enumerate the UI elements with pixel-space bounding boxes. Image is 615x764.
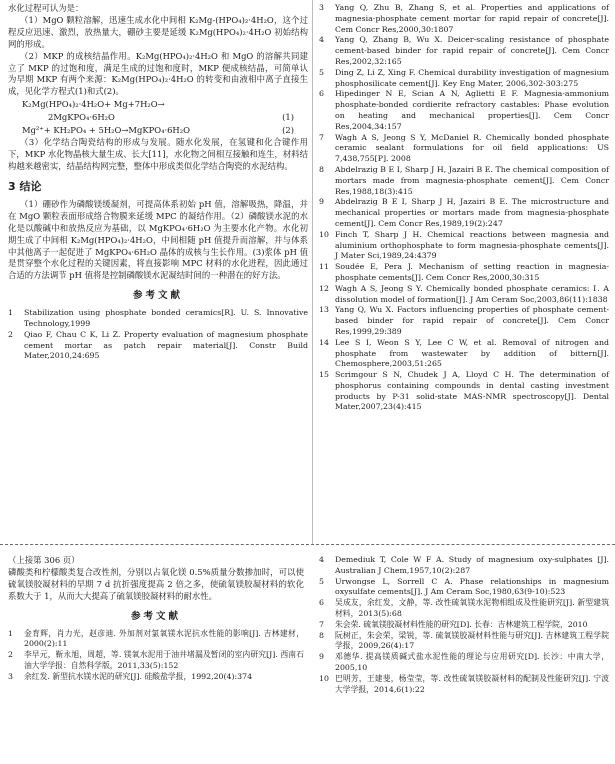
reference-list-2-continued [319, 555, 609, 695]
reference-item: 8 阮树正，朱会荣，梁锐，等. 硫氧镁胶凝材料性能与研究[J]. 吉林建筑工程学院学报，2009,26(4):17 [319, 630, 609, 651]
references-title: 参考文献 [132, 290, 183, 302]
left-bottom-column [8, 555, 304, 683]
section-title: 3 结论 [8, 179, 42, 193]
reference-item: 9 邓德华. 提高镁质碱式盐水泥性能的理论与应用研究[D]. 长沙：中南大学，2005,10 [319, 652, 609, 672]
reference-list [8, 308, 308, 362]
reference-item: 2 李早元，靳永旭，周超，等. 镁氧水泥用于油井堵漏及暂闭的室内研究[J]. 西南石油大学学报：自然科学版，2011,33(5):152 [8, 650, 304, 670]
column-divider [312, 0, 313, 544]
reference-item: 7 朱会荣. 硫氧镁胶凝材料性能的研究[D]. 长春：吉林建筑工程学院，2010 [319, 619, 588, 629]
paragraph-3: （3）化学结合陶瓷结构的形成与发展。随水化发展，在氢键和化合键作用下，MKP 水化物晶核大量生成、长大[11]，水化物之间相互接触和连生，材料结构越来越密实，结晶结构网完整，整体中形成类似化学结合陶瓷的水泥结构。 [8, 137, 308, 172]
right-top-column [319, 3, 609, 413]
equation-2 [8, 124, 308, 137]
references-title-2: 参考文献 [130, 610, 181, 622]
left-top-column [8, 3, 308, 362]
reference-item: 9 Abdelrazig B E I, Sharp J H, Jazairi B E. The microstructure and mechanical properties or mortars made from magnesia-phosphate cement[J]. Cem Concr Res,1989,19(2):247 [319, 197, 609, 228]
equation-1 [8, 98, 308, 111]
reference-item: 7 Wagh A S, Jeong S Y, McDaniel R. Chemically bonded phosphate ceramic sealant formulations for oil field applications: US 7,438,755[P]. 2008 [319, 132, 609, 164]
reference-item: 5 Urwongse L, Sorrell C A. Phase relationships in magnesium oxysulfate cements[J]. J Am Ceram Soc,1980,63(9-10):523 [319, 576, 609, 597]
reference-list-continued [319, 3, 609, 413]
equation-1-cont [8, 111, 308, 124]
reference-item: 12 Wagh A S, Jeong S Y. Chemically bonded phosphate ceramics: Ⅰ. A dissolution model of formation[J]. J Am Ceram Soc,2003,86(11):1838 [319, 283, 609, 304]
reference-list-2 [8, 629, 304, 683]
right-bottom-column [319, 555, 609, 695]
conclusion-paragraph: （1）硼砂作为磷酸镁缓凝剂，可提高体系初始 pH 值，溶解吸热，降温，并在 MgO 颗粒表面形成络合物膜来延缓 MPC 的凝结作用。（2）磷酸镁水泥的水化是以酸碱中和放热反应为基础，以 MgKPO₄·6H₂O 为主要水化产物。水化初期生成了中间相 K₂Mg(HPO₄)₂·4H₂O，中间相随 pH 值提升而溶解，并与体系中其他离子一起促进了 MgKPO₄·6H₂O 晶体的成核与生长作用。(3)浆体 pH 值是贯穿整个水化过程的关键因素，将直接影响 MPC 材料的水化进程，因此通过合适的方法调节 pH 值将是控制磷酸镁水泥凝结时间的一种潜在的好方法。 [8, 198, 308, 281]
article-separator [0, 544, 615, 545]
paragraph-1: （1）MgO 颗粒溶解，迅速生成水化中间相 K₂Mg-(HPO₄)₂·4H₂O，这个过程反应迅速、激烈，放热量大，硼砂主要是延缓 K₂Mg(HPO₄)₂·4H₂O 初始结构网的形成。 [8, 14, 308, 49]
equation-2-number: (2) [282, 125, 294, 136]
reference-item: 5 Ding Z, Li Z, Xing F. Chemical durability investigation of magnesium phosphosilicate cement[J]. Key Eng Mater, 2006,302-303:275 [319, 67, 609, 88]
reference-item: 1 Stabilization using phosphate bonded ceramics[R]. U. S. Innovative Technology,1999 [8, 308, 308, 328]
continued-paragraph: 磷酸类和柠檬酸类复合改性剂，分别以占氧化镁 0.5%质量分数掺加时，可以使硫氧镁胶凝材料的早期 7 d 抗折强度提高 2 倍之多，使硫氧镁胶凝材料的软化系数大于 1，从而大大提高了硫氧镁胶凝材料的耐水性。 [8, 566, 304, 601]
reference-item: 13 Yang Q, Wu X. Factors influencing properties of phosphate cement-based binder for rapid repair of concrete[J]. Cem Concr Res,1999,29:389 [319, 305, 609, 336]
equation-1-line-b: 2MgKPO₄·6H₂O [48, 112, 115, 123]
reference-item: 6 吴成友，余红发，文静，等. 改性硫氧镁水泥物相组成及性能研究[J]. 新型建筑材料，2013(5):68 [319, 598, 609, 618]
reference-item: 2 Qiao F, Chau C K, Li Z. Property evaluation of magnesium phosphate cement mortar as patch repair material[J]. Constr Build Mater,2010,24:695 [8, 329, 308, 361]
reference-item: 3 Yang Q, Zhu B, Zhang S, et al. Properties and applications of magnesia-phosphate cement mortar for rapid repair of concrete[J]. Cem Concr Res,2000,30:1807 [319, 3, 609, 34]
reference-item: 4 Yang Q, Zhang B, Wu X. Deicer-scaling resistance of phosphate cement-based binder for rapid repair of concrete[J]. Cem Concr Res,2002,32:165 [319, 35, 609, 66]
continued-note: （上接第 306 页） [8, 555, 80, 565]
equation-1-line-a: K₂Mg(HPO₄)₂·4H₂O+ Mg+7H₂O→ [22, 99, 165, 110]
equation-1-number: (1) [282, 112, 294, 123]
intro-line: 水化过程可认为是： [8, 3, 84, 13]
reference-item: 6 Hipedinger N E, Scian A N, Aglietti E F. Magnesia-ammonium phosphate-bonded cordierite refractory castables: Phase evolution on heating and mechanical properties[J]. Cem Concr Res,2004,34:157 [319, 89, 609, 131]
reference-item: 4 Demediuk T, Cole W F A. Study of magnesium oxy-sulphates [J]. Australian J Chem,1957,10(2):287 [319, 555, 609, 575]
reference-item: 10 Finch T, Sharp J H. Chemical reactions between magnesia and aluminium orthophosphate to form magnesia-phosphate cements[J]. J Mater Sci,1989,24:4379 [319, 229, 609, 261]
reference-item: 8 Abdelrazig B E I, Sharp J H, Jazairi B E. The chemical composition of mortars made from magnesia-phosphate cement[J]. Cem Concr Res,1988,18(3):415 [319, 164, 609, 196]
reference-item: 15 Scrimgour S N, Chudek J A, Lloyd C H. The determination of phosphorus containing compounds in dental casting investment products by P-31 solid-state MAS-NMR spectroscopy[J]. Dental Mater,2007,23(4):415 [319, 370, 609, 412]
paragraph-2: （2）MKP 的成核结晶作用。K₂Mg(HPO₄)₂·4H₂O 和 MgO 的溶解共同建立了 MKP 的过饱和度，满足生成的过饱和度时，MKP 便成核结晶，可简单认为早期 MKP 有两个来源：K₂Mg(HPO₄)₂·4H₂O 的转变和由液相中离子直接生成，见化学方程式(1)和式(2)。 [8, 50, 308, 97]
reference-item: 10 巴明芳，王建斐，杨莹莹，等. 改性硫氧镁胶凝材料的配制及性能研究[J]. 宁波大学学报，2014,6(1):22 [319, 673, 609, 694]
reference-item: 3 余红发. 新型抗水镁水泥的研究[J]. 硅酸盐学报，1992,20(4):374 [8, 671, 253, 681]
reference-item: 14 Lee S I, Weon S Y, Lee C W, et al. Removal of nitrogen and phosphate from wastewater by addition of bittern[J]. Chemosphere,2003,51:265 [319, 337, 609, 369]
reference-item: 11 Soudée E, Pera J. Mechanism of setting reaction in magnesia-phosphate cements[J]. Cem Concr Res,2000,30:315 [319, 262, 609, 282]
reference-item: 1 金育辉，肖力光，赵彦迪. 外加剂对氯氧镁水泥抗水性能的影响[J]. 吉林建材，2000(2):11 [8, 628, 304, 649]
equation-2-line: Mg²⁺+ KH₂PO₄ + 5H₂O→MgKPO₄·6H₂O [22, 125, 190, 136]
